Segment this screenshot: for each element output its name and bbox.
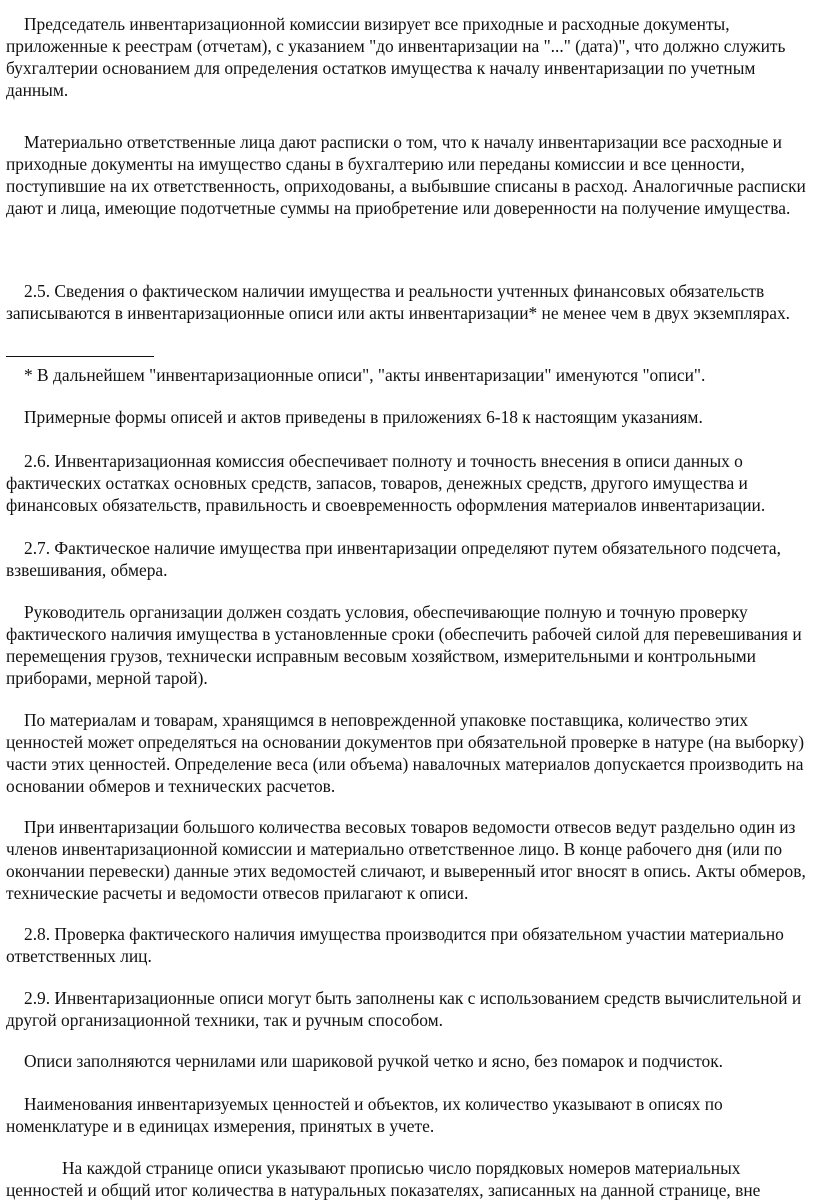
paragraph-section-2-7: 2.7. Фактическое наличие имущества при инвентаризации определяют путем обязательного подсчета, взвешивания, обмера.: [6, 538, 781, 580]
paragraph-weight-goods: При инвентаризации большого количества весовых товаров ведомости отвесов ведут раздельно один из членов инвентаризационной комиссии и материально ответственное лицо. В конце рабочего дня (или по окончании перевески) данные этих ведомостей сличают, и выверенный итог вносят в опись. Акты обмеров, технические расчеты и ведомости отвесов прилагают к описи.: [6, 817, 806, 903]
paragraph-manager-conditions: Руководитель организации должен создать условия, обеспечивающие полную и точную проверку фактического наличия имущества в установленные сроки (обеспечить рабочей силой для перевешивания и перемещения грузов, технически исправным весовым хозяйством, измерительными и контрольными приборами, мерной тарой).: [6, 602, 802, 688]
paragraph-section-2-6: 2.6. Инвентаризационная комиссия обеспечивает полноту и точность внесения в описи данных о фактических остатках основных средств, запасов, товаров, денежных средств, другого имущества и финансовых обязательств, правильность и своевременность оформления материалов инвентаризации.: [6, 451, 766, 515]
footnote-divider: [6, 356, 154, 357]
paragraph-forms-appendix: Примерные формы описей и актов приведены в приложениях 6-18 к настоящим указаниям.: [24, 407, 703, 427]
footnote-text: * В дальнейшем "инвентаризационные описи", "акты инвентаризации" именуются "описи".: [24, 365, 706, 385]
paragraph-responsible-receipts: Материально ответственные лица дают расписки о том, что к началу инвентаризации все расходные и приходные документы на имущество сданы в бухгалтерию или переданы комиссии и все ценности, поступившие на их ответственность, оприходованы, а выбывшие списаны в расход. Аналогичные расписки дают и лица, имеющие подотчетные суммы на приобретение или доверенности на получение имущества.: [6, 132, 806, 218]
paragraph-section-2-9: 2.9. Инвентаризационные описи могут быть заполнены как с использованием средств вычислительной и другой организационной техники, так и ручным способом.: [6, 988, 802, 1030]
paragraph-page-totals: На каждой странице описи указывают прописью число порядковых номеров материальных ценностей и общий итог количества в натуральных показателях, записанных на данной странице, вне: [6, 1158, 761, 1200]
paragraph-nomenclature: Наименования инвентаризуемых ценностей и объектов, их количество указывают в описях по номенклатуре и в единицах измерения, принятых в учете.: [6, 1094, 723, 1136]
paragraph-chairman-visa: Председатель инвентаризационной комиссии визирует все приходные и расходные документы, приложенные к реестрам (отчетам), с указанием "до инвентаризации на "..." (дата)", что должно служить бухгалтерии основанием для определения остатков имущества к началу инвентаризации по учетным данным.: [6, 14, 786, 100]
paragraph-ink-filling: Описи заполняются чернилами или шариковой ручкой четко и ясно, без помарок и подчисток.: [24, 1051, 724, 1071]
paragraph-section-2-8: 2.8. Проверка фактического наличия имущества производится при обязательном участии материально ответственных лиц.: [6, 924, 784, 966]
paragraph-section-2-5: 2.5. Сведения о фактическом наличии имущества и реальности учтенных финансовых обязательств записываются в инвентаризационные описи или акты инвентаризации* не менее чем в двух экземплярах.: [6, 281, 791, 323]
paragraph-supplier-packaging: По материалам и товарам, хранящимся в неповрежденной упаковке поставщика, количество этих ценностей может определяться на основании документов при обязательной проверке в натуре (на выборку) части этих ценностей. Определение веса (или объема) навалочных материалов допускается производить на основании обмеров и технических расчетов.: [6, 710, 805, 796]
